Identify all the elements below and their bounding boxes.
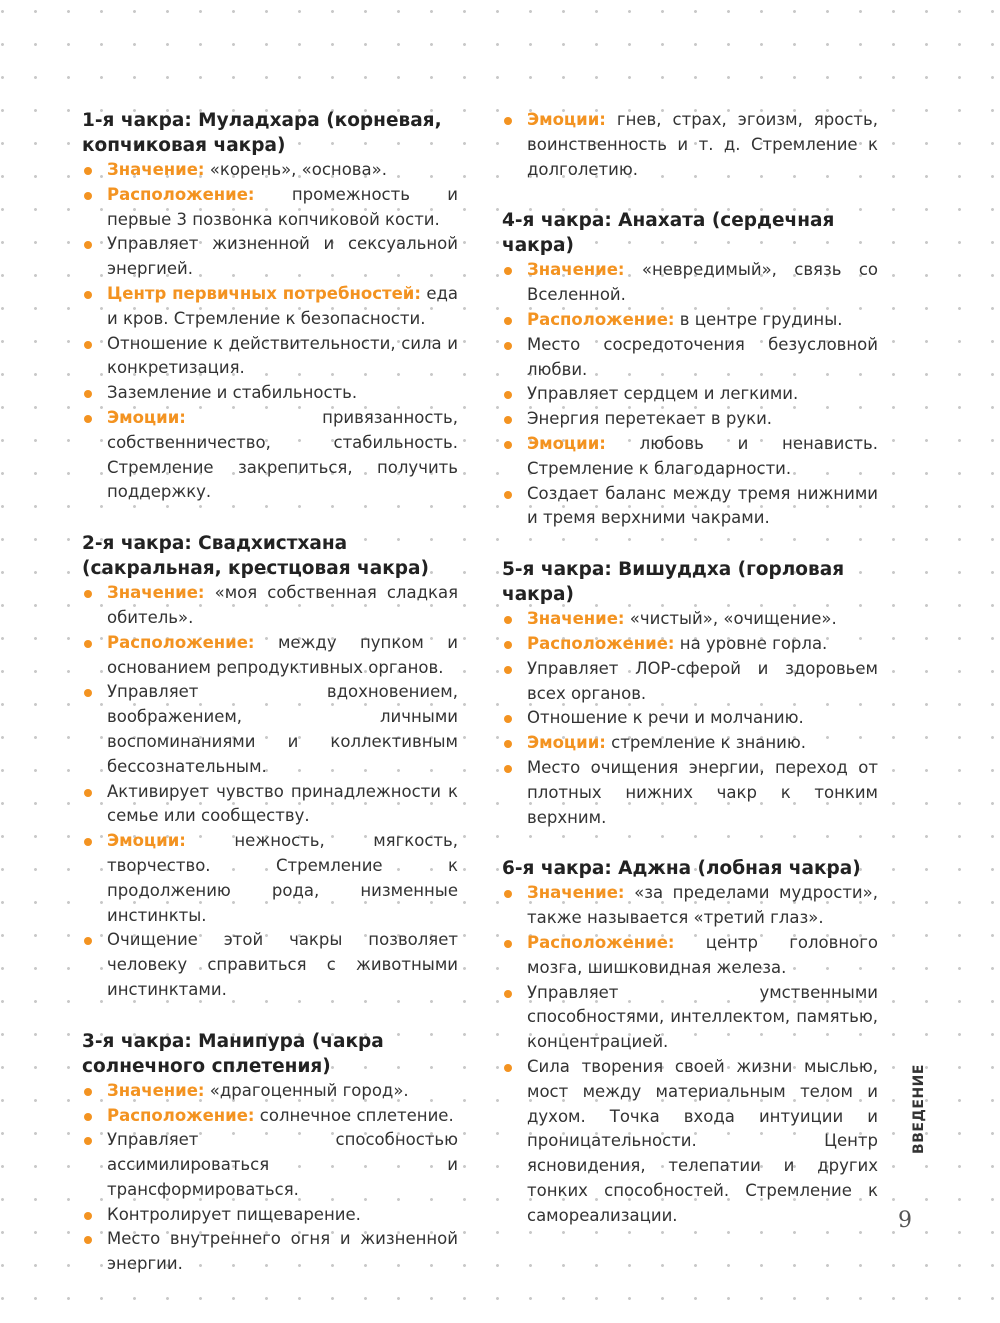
item-label: Эмоции: [527,733,606,753]
item-text: между пупком и основанием репродуктивных органов. [107,632,458,677]
list-item [502,706,878,731]
item-text: Управляет вдохновением, воображением, личными воспоминаниями и коллективным бессознательным. [107,682,458,776]
list-item [502,382,878,407]
list-item [502,607,878,632]
list-item [82,1128,458,1202]
item-label: Расположение: [527,309,675,329]
list-item [502,881,878,931]
section-heading: 1-я чакра: Муладхара (корневая, копчиковая чакра) [82,110,442,156]
list-item [502,756,878,830]
item-label: Значение: [527,883,625,903]
bullet-list [502,607,878,830]
item-text: «невредимый», связь со Вселенной. [527,260,878,305]
chakra-section [502,208,878,531]
item-label: Расположение: [527,932,675,952]
side-label-text: ВВЕДЕНИЕ [911,1064,927,1154]
section-heading: 5-я чакра: Вишуддха (горловая чакра) [502,559,845,606]
item-text: нежность, мягкость, творчество. Стремление к продолжению рода, низменные инстинкты. [107,831,458,925]
item-text: «моя собственная сладкая обитель». [107,583,458,627]
bullet-list [82,1079,458,1277]
item-text: Контролирует пищеварение. [107,1204,361,1224]
item-text: Создает баланс между тремя нижними и тремя верхними чакрами. [527,483,878,528]
list-item [82,406,458,505]
item-label: Центр первичных потребностей: [107,283,421,303]
item-text: «за пределами мудрости», также называется «третий глаз». [527,883,878,928]
item-text: Энергия перетекает в руки. [527,409,773,429]
item-label: Значение: [107,583,205,603]
section-side-label [904,1064,934,1154]
item-label: Расположение: [107,1105,255,1125]
chakra-section [82,108,458,505]
item-text: Управляет жизненной и сексуальной энергией. [107,234,458,279]
chakra-section [502,557,878,830]
chakra-section [82,1029,458,1277]
item-text: солнечное сплетение. [254,1105,454,1125]
list-item [82,183,458,233]
item-label: Расположение: [527,633,675,653]
item-label: Значение: [107,1080,205,1100]
list-item [502,931,878,981]
list-item [502,407,878,432]
list-item [82,282,458,332]
left-column [82,108,458,1303]
item-text: Заземление и стабильность. [107,383,358,403]
item-text: Место очищения энергии, переход от плотных нижних чакр к тонким верхним. [527,757,878,827]
item-label: Эмоции: [107,831,186,851]
bullet-list [502,258,878,531]
bullet-list [502,108,878,182]
list-item [82,1104,458,1129]
list-item [82,631,458,681]
section-heading: 3-я чакра: Манипура (чакра солнечного сплетения) [82,1030,384,1077]
list-item [502,1055,878,1229]
item-label: Эмоции: [107,407,186,427]
list-item [82,158,458,183]
item-text: в центре грудины. [674,309,843,329]
list-item [502,258,878,308]
item-label: Значение: [107,160,205,179]
item-text: промежность и первые 3 позвонка копчиковой кости. [107,184,458,229]
list-item [82,381,458,406]
item-text: Очищение этой чакры позволяет человеку справиться с животными инстинктами. [107,930,458,999]
list-item [502,632,878,657]
list-item [82,581,458,631]
item-text: Управляет ЛОР-сферой и здоровьем всех органов. [527,658,878,703]
list-item [82,232,458,282]
list-item [502,981,878,1055]
list-item [82,680,458,779]
item-text: Сила творения своей жизни мыслью, мост между материальным телом и духом. Точка входа интуиции и проницательности. Центр ясновидения, телепатии и других тонких способностей. Стремление к самореализации. [527,1056,878,1225]
list-item [82,780,458,830]
list-item [502,482,878,532]
item-text: центр головного мозга, шишковидная железа. [527,932,878,977]
item-text: Отношение к действительности, сила и конкретизация. [107,333,458,378]
chakra-section [82,531,458,1003]
right-column [502,108,878,1254]
item-label: Значение: [527,609,625,629]
item-text: «чистый», «очищение». [624,609,837,629]
item-label: Эмоции: [527,110,606,129]
item-label: Расположение: [107,184,255,204]
section-heading: 6-я чакра: Аджна (лобная чакра) [502,858,861,880]
chakra-section [502,856,878,1228]
bullet-list [82,581,458,1003]
list-item [502,308,878,333]
item-text: привязанность, собственничество, стабильность. Стремление закрепиться, получить поддержку. [107,407,458,502]
item-text: еда и кров. Стремление к безопасности. [107,283,458,328]
item-text: стремление к знанию. [605,733,807,753]
item-text: Активирует чувство принадлежности к семье или сообществу. [107,781,458,826]
bullet-list [82,158,458,505]
item-text: Управляет способностью ассимилироваться и трансформироваться. [107,1130,458,1199]
item-text: Отношение к речи и молчанию. [527,708,804,728]
list-item [502,108,878,182]
item-text: Место сосредоточения безусловной любви. [527,334,878,379]
item-label: Эмоции: [527,433,606,453]
list-item [502,657,878,707]
page-number: 9 [898,1208,912,1233]
item-text: любовь и ненависть. Стремление к благодарности. [527,433,878,478]
bullet-list [502,881,878,1228]
item-text: «драгоценный город». [204,1080,409,1100]
item-label: Значение: [527,260,625,280]
list-item [82,332,458,382]
item-text: Место внутреннего огня и жизненной энергии. [107,1229,458,1274]
item-text: гнев, страх, эгоизм, ярость, воинственность и т. д. Стремление к долголетию. [527,110,878,179]
list-item [502,432,878,482]
item-text: Управляет умственными способностями, интеллектом, памятью, концентрацией. [527,982,878,1052]
item-text: на уровне горла. [674,633,828,653]
list-item [82,829,458,928]
list-item [502,731,878,756]
item-text: «корень», «основа». [204,160,387,179]
list-item [82,1079,458,1104]
list-item [502,333,878,383]
item-label: Расположение: [107,632,255,652]
section-heading: 4-я чакра: Анахата (сердечная чакра) [502,210,835,257]
list-item [82,1227,458,1277]
list-item [82,928,458,1002]
section-heading: 2-я чакра: Свадхистхана (сакральная, крестцовая чакра) [82,533,429,580]
list-item [82,1203,458,1228]
chakra-section [502,108,878,182]
item-text: Управляет сердцем и легкими. [527,384,799,404]
